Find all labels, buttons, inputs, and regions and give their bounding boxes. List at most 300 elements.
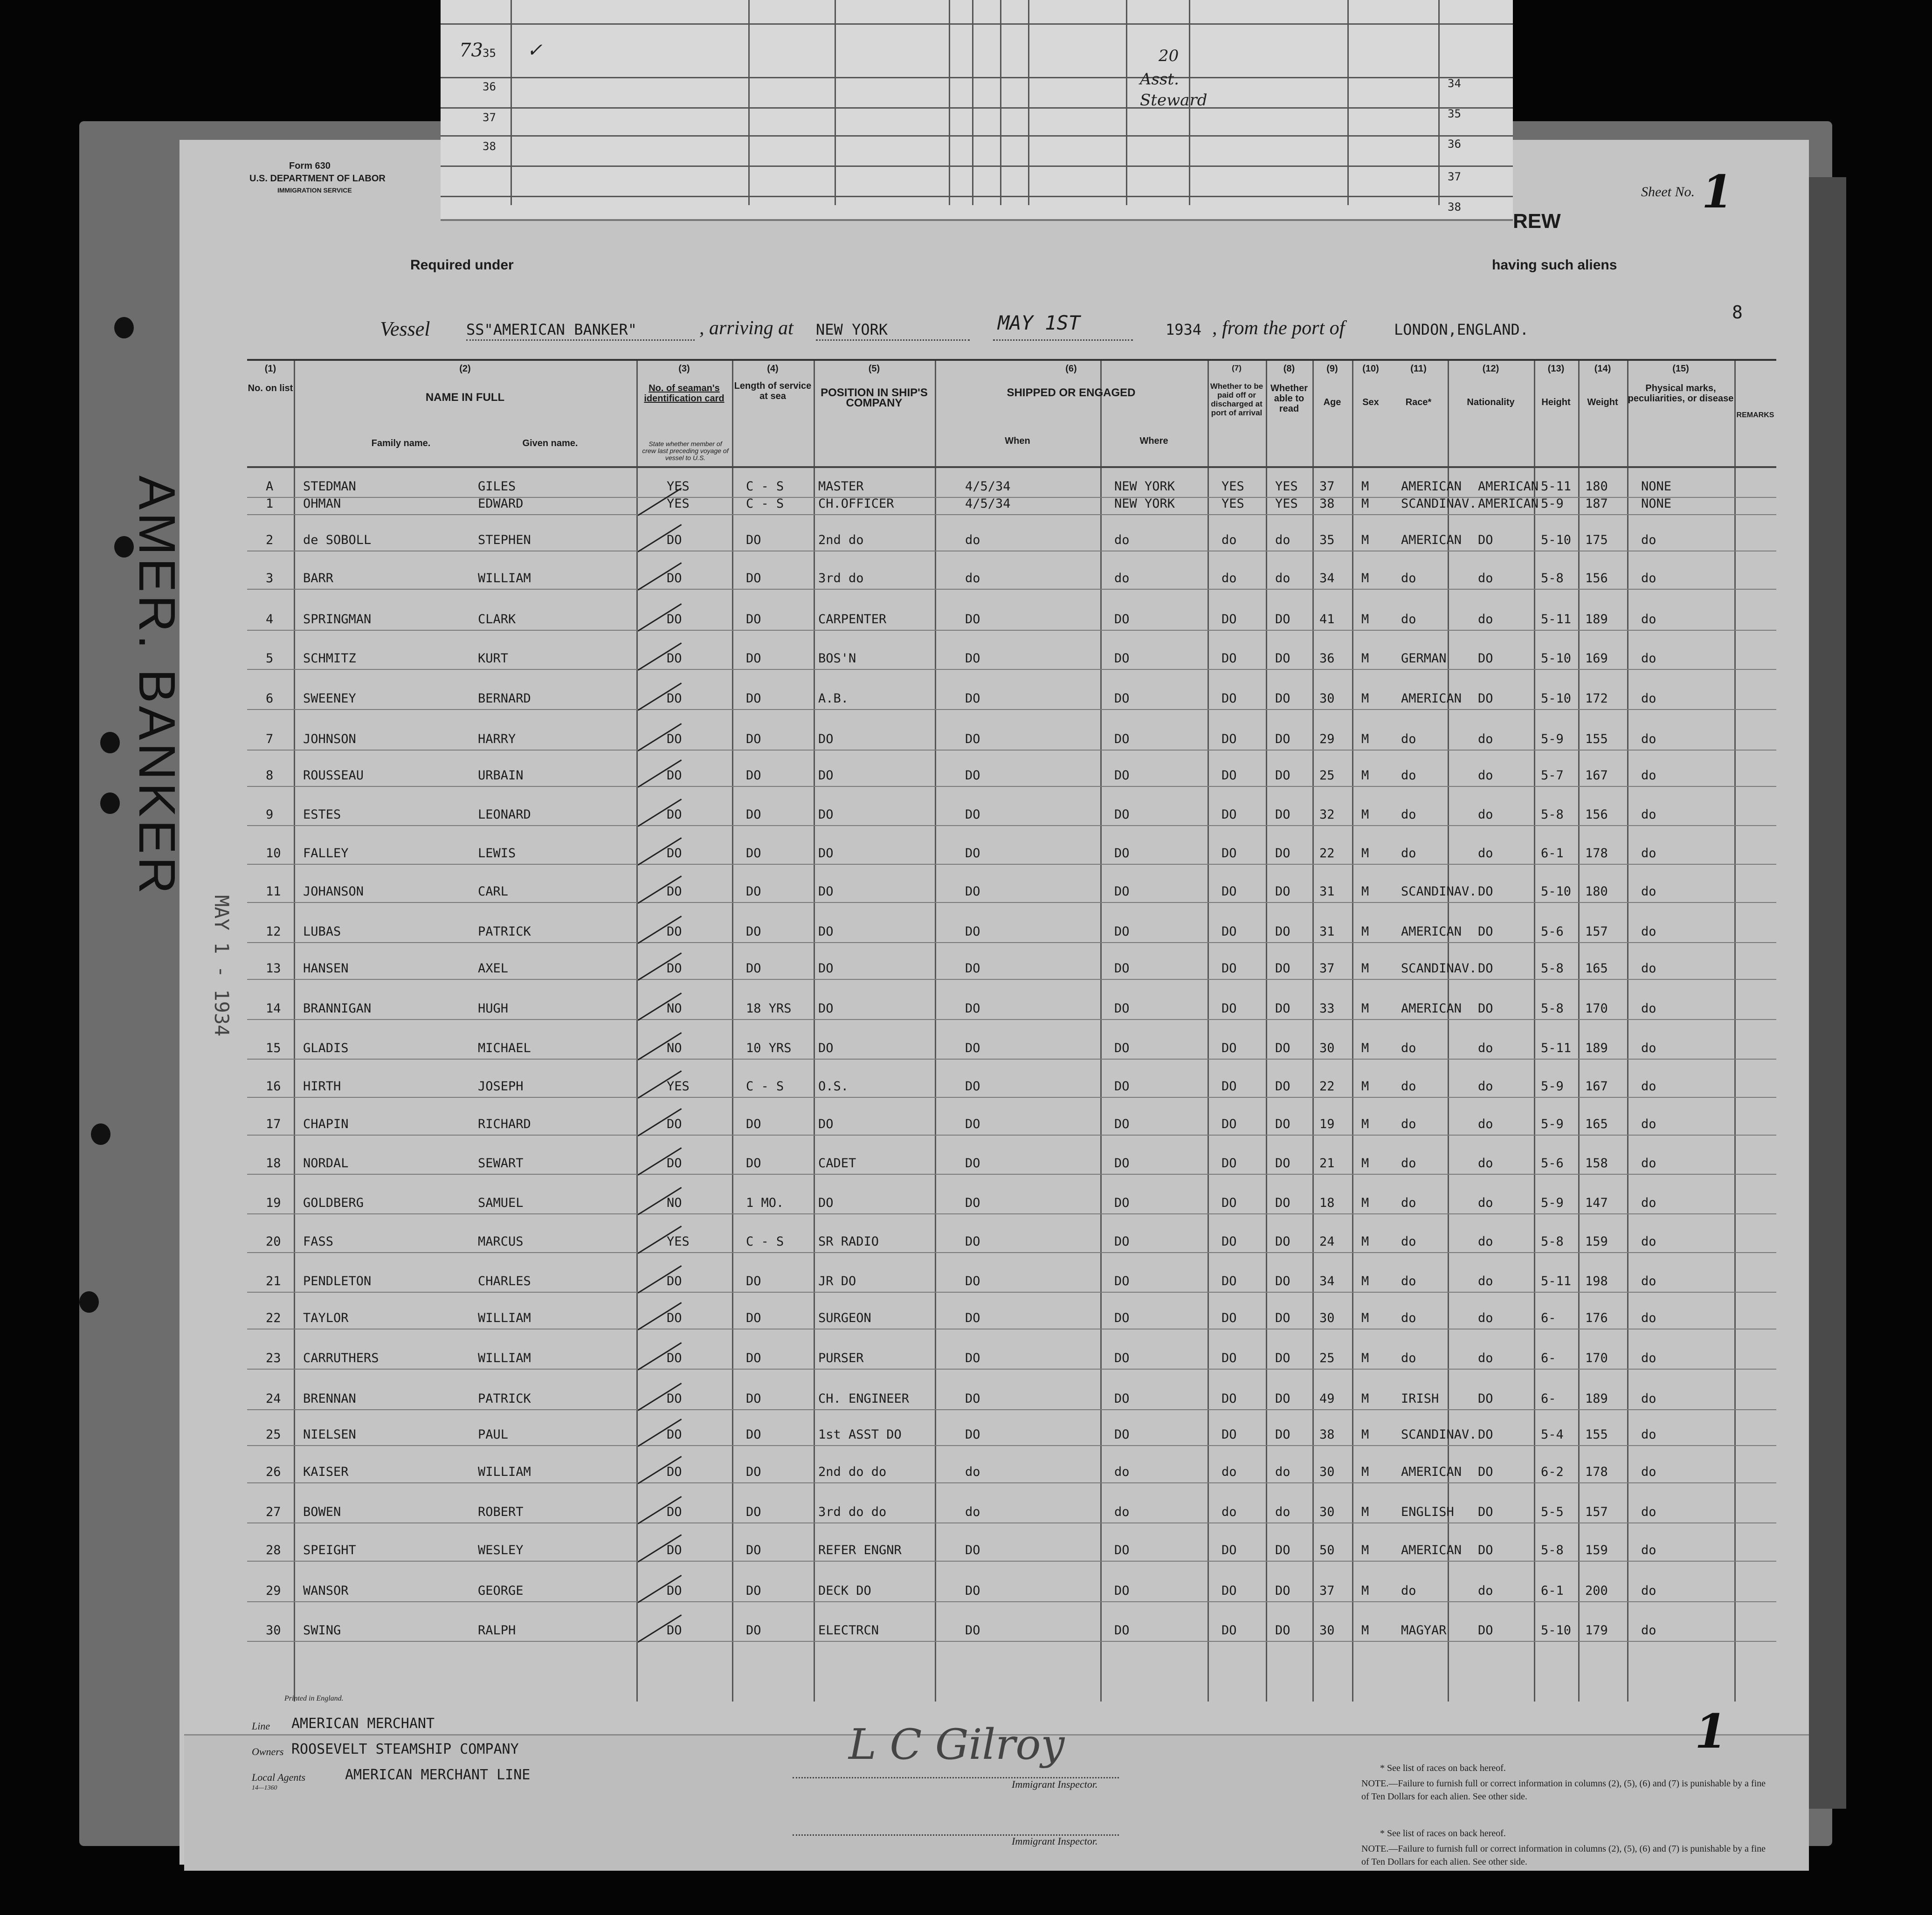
- cell-family-name: CARRUTHERS: [303, 1351, 379, 1365]
- cell-height: 5-8: [1541, 571, 1564, 586]
- overlay-row-right: 35: [1448, 107, 1461, 120]
- cell-shipped-when: DO: [965, 1543, 980, 1557]
- cell-nationality: AMERICAN: [1478, 496, 1539, 511]
- cell-paid-off: DO: [1221, 1196, 1237, 1210]
- cell-shipped-when: DO: [965, 884, 980, 899]
- overlay-row-number: 37: [483, 111, 496, 124]
- cell-nationality: DO: [1478, 1543, 1493, 1557]
- overlay-row-right: 38: [1448, 200, 1461, 214]
- cell-nationality: DO: [1478, 961, 1493, 976]
- cell-family-name: FALLEY: [303, 846, 349, 861]
- cell-height: 5-8: [1541, 961, 1564, 976]
- cell-card: DO: [667, 612, 682, 627]
- cell-race: do: [1401, 1196, 1416, 1210]
- cell-card: DO: [667, 768, 682, 783]
- cell-age: 22: [1319, 846, 1335, 861]
- cell-sex: M: [1361, 1274, 1369, 1288]
- cell-card: NO: [667, 1001, 682, 1016]
- cell-given-name: AXEL: [478, 961, 509, 976]
- cell-age: 24: [1319, 1234, 1335, 1249]
- cell-no: 28: [266, 1543, 281, 1557]
- cell-no: 26: [266, 1465, 281, 1479]
- cell-weight: 159: [1585, 1543, 1608, 1557]
- overlay-row-right: 36: [1448, 138, 1461, 151]
- cell-position: DO: [818, 1041, 834, 1055]
- cell-can-read: DO: [1275, 1427, 1290, 1442]
- overlay-row-number: 38: [483, 140, 496, 153]
- cell-shipped-where: DO: [1114, 1351, 1130, 1365]
- col-header-read: (8) Whether able to read: [1270, 364, 1308, 414]
- cell-given-name: CARL: [478, 884, 509, 899]
- cell-service: DO: [746, 961, 761, 976]
- cell-position: CH.OFFICER: [818, 496, 894, 511]
- cell-shipped-when: DO: [965, 732, 980, 746]
- cell-shipped-when: DO: [965, 1351, 980, 1365]
- cell-no: 12: [266, 924, 281, 939]
- cell-shipped-when: DO: [965, 846, 980, 861]
- cell-height: 5-11: [1541, 1041, 1572, 1055]
- cell-sex: M: [1361, 1505, 1369, 1519]
- cell-no: 19: [266, 1196, 281, 1210]
- cell-family-name: HIRTH: [303, 1079, 341, 1094]
- page-number: 8: [1732, 302, 1743, 323]
- cell-nationality: do: [1478, 1234, 1493, 1249]
- cell-can-read: YES: [1275, 496, 1298, 511]
- cell-sex: M: [1361, 846, 1369, 861]
- cell-position: 2nd do: [818, 533, 864, 547]
- cell-height: 6-1: [1541, 846, 1564, 861]
- cell-age: 18: [1319, 1196, 1335, 1210]
- cell-race: SCANDINAV.: [1401, 884, 1477, 899]
- cell-sex: M: [1361, 1041, 1369, 1055]
- cell-can-read: DO: [1275, 1196, 1290, 1210]
- cell-service: C - S: [746, 496, 784, 511]
- cell-paid-off: DO: [1221, 846, 1237, 861]
- cell-shipped-where: DO: [1114, 1041, 1130, 1055]
- cell-family-name: KAISER: [303, 1465, 349, 1479]
- cell-shipped-when: DO: [965, 1311, 980, 1325]
- cell-nationality: DO: [1478, 533, 1493, 547]
- cell-position: DO: [818, 807, 834, 822]
- cell-service: DO: [746, 1427, 761, 1442]
- cell-given-name: CLARK: [478, 612, 516, 627]
- cell-family-name: HANSEN: [303, 961, 349, 976]
- cell-race: AMERICAN: [1401, 924, 1462, 939]
- races-note: * See list of races on back hereof.: [1380, 1763, 1506, 1773]
- cell-height: 5-9: [1541, 732, 1564, 746]
- cell-no: 1: [266, 496, 274, 511]
- cell-weight: 170: [1585, 1351, 1608, 1365]
- cell-age: 38: [1319, 496, 1335, 511]
- cell-sex: M: [1361, 1391, 1369, 1406]
- cell-sex: M: [1361, 1465, 1369, 1479]
- cell-given-name: CHARLES: [478, 1274, 531, 1288]
- cell-age: 33: [1319, 1001, 1335, 1016]
- cell-shipped-when: DO: [965, 1234, 980, 1249]
- cell-physical-marks: do: [1641, 1584, 1656, 1598]
- cell-shipped-where: do: [1114, 533, 1130, 547]
- cell-service: DO: [746, 807, 761, 822]
- cell-can-read: DO: [1275, 961, 1290, 976]
- cell-position: 2nd do do: [818, 1465, 887, 1479]
- cell-shipped-when: DO: [965, 1623, 980, 1638]
- cell-can-read: DO: [1275, 1584, 1290, 1598]
- cell-paid-off: DO: [1221, 768, 1237, 783]
- form-code: 14—1360: [252, 1784, 277, 1791]
- cell-shipped-where: do: [1114, 1505, 1130, 1519]
- cell-race: do: [1401, 612, 1416, 627]
- overlay-handwritten-note: Steward: [1140, 91, 1208, 110]
- cell-shipped-where: do: [1114, 1465, 1130, 1479]
- cell-race: AMERICAN: [1401, 1465, 1462, 1479]
- cell-sex: M: [1361, 479, 1369, 494]
- cell-paid-off: DO: [1221, 1079, 1237, 1094]
- cell-nationality: do: [1478, 807, 1493, 822]
- cell-shipped-when: DO: [965, 1079, 980, 1094]
- cell-given-name: BERNARD: [478, 691, 531, 706]
- agents-label: Local Agents: [252, 1771, 306, 1783]
- cell-given-name: MICHAEL: [478, 1041, 531, 1055]
- cell-position: 1st ASST DO: [818, 1427, 902, 1442]
- cell-height: 5-10: [1541, 533, 1572, 547]
- cell-can-read: DO: [1275, 924, 1290, 939]
- cell-service: DO: [746, 1623, 761, 1638]
- overlay-row-number: 35: [483, 47, 496, 60]
- cell-service: DO: [746, 612, 761, 627]
- cell-shipped-where: DO: [1114, 961, 1130, 976]
- cell-nationality: do: [1478, 768, 1493, 783]
- col-header-race: (11) Race*: [1405, 364, 1432, 407]
- cell-weight: 167: [1585, 1079, 1608, 1094]
- cell-no: 8: [266, 768, 274, 783]
- col-header-remarks: REMARKS: [1736, 411, 1774, 419]
- cell-no: 6: [266, 691, 274, 706]
- col-header-no: (1) No. on list: [248, 364, 293, 393]
- cell-family-name: GLADIS: [303, 1041, 349, 1055]
- cell-weight: 170: [1585, 1001, 1608, 1016]
- cell-physical-marks: do: [1641, 612, 1656, 627]
- cell-sex: M: [1361, 1079, 1369, 1094]
- cell-age: 22: [1319, 1079, 1335, 1094]
- cell-nationality: do: [1478, 732, 1493, 746]
- cell-no: 4: [266, 612, 274, 627]
- cell-card: DO: [667, 807, 682, 822]
- cell-paid-off: DO: [1221, 807, 1237, 822]
- cell-physical-marks: do: [1641, 884, 1656, 899]
- cell-shipped-when: DO: [965, 612, 980, 627]
- cell-height: 5-11: [1541, 479, 1572, 494]
- cell-sex: M: [1361, 1196, 1369, 1210]
- cell-physical-marks: do: [1641, 846, 1656, 861]
- cell-paid-off: DO: [1221, 1391, 1237, 1406]
- date-stamp: MAY 1 - 1934: [210, 895, 233, 1037]
- cell-can-read: DO: [1275, 884, 1290, 899]
- cell-can-read: DO: [1275, 612, 1290, 627]
- cell-shipped-when: DO: [965, 1041, 980, 1055]
- cell-no: 11: [266, 884, 281, 899]
- cell-card: DO: [667, 1505, 682, 1519]
- cell-shipped-when: DO: [965, 1196, 980, 1210]
- cell-family-name: WANSOR: [303, 1584, 349, 1598]
- cell-weight: 158: [1585, 1156, 1608, 1171]
- cell-service: 18 YRS: [746, 1001, 792, 1016]
- cell-service: DO: [746, 884, 761, 899]
- cell-family-name: ROUSSEAU: [303, 768, 364, 783]
- overlapping-sheet-fragment: [441, 0, 1513, 221]
- cell-no: 17: [266, 1117, 281, 1131]
- cell-paid-off: DO: [1221, 1156, 1237, 1171]
- cell-can-read: DO: [1275, 768, 1290, 783]
- cell-physical-marks: do: [1641, 1234, 1656, 1249]
- cell-given-name: PATRICK: [478, 924, 531, 939]
- cell-height: 5-10: [1541, 1623, 1572, 1638]
- cell-position: CARPENTER: [818, 612, 887, 627]
- cell-family-name: BOWEN: [303, 1505, 341, 1519]
- cell-height: 5-5: [1541, 1505, 1564, 1519]
- cell-race: AMERICAN: [1401, 479, 1462, 494]
- cell-card: DO: [667, 961, 682, 976]
- cell-physical-marks: do: [1641, 1427, 1656, 1442]
- cell-given-name: ROBERT: [478, 1505, 524, 1519]
- col-header-where: Where: [1139, 436, 1168, 446]
- cell-given-name: LEWIS: [478, 846, 516, 861]
- fine-note: NOTE.—Failure to furnish full or correct information in columns (2), (5), (6) and (7) is punishable by a fine of Ten Dollars for each alien. See other side.: [1361, 1778, 1766, 1802]
- cell-shipped-where: DO: [1114, 651, 1130, 666]
- cell-shipped-when: 4/5/34: [965, 496, 1011, 511]
- cell-position: CH. ENGINEER: [818, 1391, 910, 1406]
- cell-nationality: DO: [1478, 1623, 1493, 1638]
- cell-weight: 159: [1585, 1234, 1608, 1249]
- cell-paid-off: DO: [1221, 1117, 1237, 1131]
- races-note-lower: * See list of races on back hereof.: [1380, 1828, 1506, 1839]
- cell-shipped-when: DO: [965, 1391, 980, 1406]
- cell-position: REFER ENGNR: [818, 1543, 902, 1557]
- cell-family-name: GOLDBERG: [303, 1196, 364, 1210]
- cell-shipped-when: DO: [965, 651, 980, 666]
- cell-age: 36: [1319, 651, 1335, 666]
- cell-given-name: GEORGE: [478, 1584, 524, 1598]
- cell-service: DO: [746, 1156, 761, 1171]
- cell-family-name: LUBAS: [303, 924, 341, 939]
- cell-sex: M: [1361, 884, 1369, 899]
- cell-race: do: [1401, 732, 1416, 746]
- cell-family-name: ESTES: [303, 807, 341, 822]
- sheet-mark: 1: [1695, 1704, 1727, 1759]
- cell-no: 30: [266, 1623, 281, 1638]
- required-text: Required under: [410, 257, 514, 273]
- cell-sex: M: [1361, 1311, 1369, 1325]
- cell-card: YES: [667, 1234, 690, 1249]
- cell-paid-off: DO: [1221, 924, 1237, 939]
- cell-no: 3: [266, 571, 274, 586]
- cell-card: DO: [667, 1465, 682, 1479]
- cell-age: 30: [1319, 691, 1335, 706]
- cell-shipped-where: DO: [1114, 691, 1130, 706]
- cell-position: PURSER: [818, 1351, 864, 1365]
- cell-service: DO: [746, 924, 761, 939]
- cell-family-name: JOHNSON: [303, 732, 356, 746]
- cell-nationality: do: [1478, 1274, 1493, 1288]
- col-header-physical: (15) Physical marks, peculiarities, or disease: [1628, 364, 1734, 404]
- cell-physical-marks: do: [1641, 1079, 1656, 1094]
- cell-shipped-when: DO: [965, 768, 980, 783]
- cell-can-read: DO: [1275, 1623, 1290, 1638]
- cell-given-name: RICHARD: [478, 1117, 531, 1131]
- cell-can-read: DO: [1275, 1311, 1290, 1325]
- cell-weight: 175: [1585, 533, 1608, 547]
- cell-paid-off: do: [1221, 1505, 1237, 1519]
- col-header-weight: (14) Weight: [1587, 364, 1618, 407]
- cell-race: SCANDINAV.: [1401, 496, 1477, 511]
- cell-age: 25: [1319, 768, 1335, 783]
- cell-paid-off: DO: [1221, 961, 1237, 976]
- cell-sex: M: [1361, 1117, 1369, 1131]
- col-header-service: (4) Length of service at sea: [734, 364, 812, 401]
- cell-sex: M: [1361, 651, 1369, 666]
- cell-weight: 156: [1585, 807, 1608, 822]
- cell-service: C - S: [746, 1079, 784, 1094]
- cell-family-name: SPEIGHT: [303, 1543, 356, 1557]
- cell-age: 35: [1319, 533, 1335, 547]
- cell-card: DO: [667, 1391, 682, 1406]
- overlay-row-right: 37: [1448, 170, 1461, 183]
- cell-physical-marks: do: [1641, 961, 1656, 976]
- cell-weight: 155: [1585, 732, 1608, 746]
- inspector-label-lower: Immigrant Inspector.: [1012, 1835, 1098, 1847]
- cell-no: 5: [266, 651, 274, 666]
- cell-card: NO: [667, 1196, 682, 1210]
- cell-family-name: NIELSEN: [303, 1427, 356, 1442]
- col-header-name: (2) NAME IN FULL: [425, 364, 505, 404]
- cell-shipped-when: do: [965, 1465, 980, 1479]
- cell-physical-marks: do: [1641, 1351, 1656, 1365]
- cell-position: DO: [818, 884, 834, 899]
- cell-paid-off: DO: [1221, 884, 1237, 899]
- cell-shipped-when: DO: [965, 1117, 980, 1131]
- cell-position: 3rd do: [818, 571, 864, 586]
- cell-paid-off: do: [1221, 533, 1237, 547]
- department-label: U.S. DEPARTMENT OF LABOR: [249, 173, 386, 184]
- cell-age: 32: [1319, 807, 1335, 822]
- cell-shipped-where: do: [1114, 571, 1130, 586]
- cell-shipped-where: DO: [1114, 1311, 1130, 1325]
- cell-card: DO: [667, 691, 682, 706]
- cell-position: SR RADIO: [818, 1234, 879, 1249]
- cell-shipped-where: DO: [1114, 732, 1130, 746]
- cell-position: DO: [818, 846, 834, 861]
- cell-age: 31: [1319, 884, 1335, 899]
- col-header-family-name: Family name.: [371, 438, 431, 448]
- cell-sex: M: [1361, 1156, 1369, 1171]
- cell-position: MASTER: [818, 479, 864, 494]
- cell-service: DO: [746, 571, 761, 586]
- cell-height: 5-10: [1541, 691, 1572, 706]
- cell-service: DO: [746, 1351, 761, 1365]
- cell-paid-off: DO: [1221, 1351, 1237, 1365]
- cell-given-name: JOSEPH: [478, 1079, 524, 1094]
- cell-height: 5-8: [1541, 1543, 1564, 1557]
- service-label: IMMIGRATION SERVICE: [277, 186, 352, 194]
- cell-race: do: [1401, 1156, 1416, 1171]
- cell-position: ELECTRCN: [818, 1623, 879, 1638]
- cell-card: YES: [667, 496, 690, 511]
- cell-shipped-where: DO: [1114, 1196, 1130, 1210]
- col-header-nationality: (12) Nationality: [1467, 364, 1515, 407]
- cell-height: 6-: [1541, 1391, 1556, 1406]
- cell-shipped-where: DO: [1114, 1623, 1130, 1638]
- binder-hole: [79, 1291, 99, 1313]
- cell-card: NO: [667, 1041, 682, 1055]
- cell-age: 34: [1319, 1274, 1335, 1288]
- cell-card: DO: [667, 1156, 682, 1171]
- cell-paid-off: DO: [1221, 1001, 1237, 1016]
- cell-can-read: DO: [1275, 732, 1290, 746]
- cell-can-read: do: [1275, 1505, 1290, 1519]
- cell-sex: M: [1361, 1001, 1369, 1016]
- col-header-age: (9) Age: [1323, 364, 1341, 407]
- cell-weight: 187: [1585, 496, 1608, 511]
- cell-weight: 180: [1585, 479, 1608, 494]
- cell-position: A.B.: [818, 691, 849, 706]
- cell-no: 9: [266, 807, 274, 822]
- cell-no: 23: [266, 1351, 281, 1365]
- cell-height: 5-10: [1541, 884, 1572, 899]
- cell-shipped-where: DO: [1114, 1427, 1130, 1442]
- cell-race: do: [1401, 1274, 1416, 1288]
- cell-can-read: do: [1275, 571, 1290, 586]
- cell-shipped-where: DO: [1114, 1584, 1130, 1598]
- cell-nationality: DO: [1478, 651, 1493, 666]
- cell-nationality: do: [1478, 1117, 1493, 1131]
- cell-given-name: LEONARD: [478, 807, 531, 822]
- cell-no: 29: [266, 1584, 281, 1598]
- cell-position: DO: [818, 924, 834, 939]
- cell-nationality: DO: [1478, 691, 1493, 706]
- cell-weight: 165: [1585, 961, 1608, 976]
- cell-can-read: DO: [1275, 1041, 1290, 1055]
- cell-physical-marks: do: [1641, 1311, 1656, 1325]
- cell-service: DO: [746, 1311, 761, 1325]
- inspector-signature: L C Gilroy: [849, 1720, 1065, 1769]
- cell-shipped-when: DO: [965, 1156, 980, 1171]
- cell-can-read: DO: [1275, 1079, 1290, 1094]
- cell-service: C - S: [746, 1234, 784, 1249]
- cell-family-name: FASS: [303, 1234, 334, 1249]
- cell-height: 5-4: [1541, 1427, 1564, 1442]
- cell-weight: 165: [1585, 1117, 1608, 1131]
- cell-race: AMERICAN: [1401, 691, 1462, 706]
- overlay-row-number: 36: [483, 80, 496, 93]
- cell-can-read: DO: [1275, 1234, 1290, 1249]
- cell-race: do: [1401, 1234, 1416, 1249]
- cell-physical-marks: do: [1641, 1505, 1656, 1519]
- cell-service: DO: [746, 1274, 761, 1288]
- cell-shipped-when: DO: [965, 691, 980, 706]
- cell-height: 5-8: [1541, 1234, 1564, 1249]
- cell-family-name: TAYLOR: [303, 1311, 349, 1325]
- cell-race: do: [1401, 1584, 1416, 1598]
- cell-age: 25: [1319, 1351, 1335, 1365]
- cell-age: 19: [1319, 1117, 1335, 1131]
- cell-race: do: [1401, 846, 1416, 861]
- cell-service: DO: [746, 651, 761, 666]
- overlay-handwritten-note: 20: [1159, 47, 1179, 65]
- cell-physical-marks: do: [1641, 1001, 1656, 1016]
- col-header-position: (5) POSITION IN SHIP'S COMPANY: [821, 364, 928, 409]
- col-header-card-note: State whether member of crew last preceding voyage of vessel to U.S.: [642, 440, 729, 462]
- cell-given-name: GILES: [478, 479, 516, 494]
- owners-label: Owners: [252, 1746, 284, 1757]
